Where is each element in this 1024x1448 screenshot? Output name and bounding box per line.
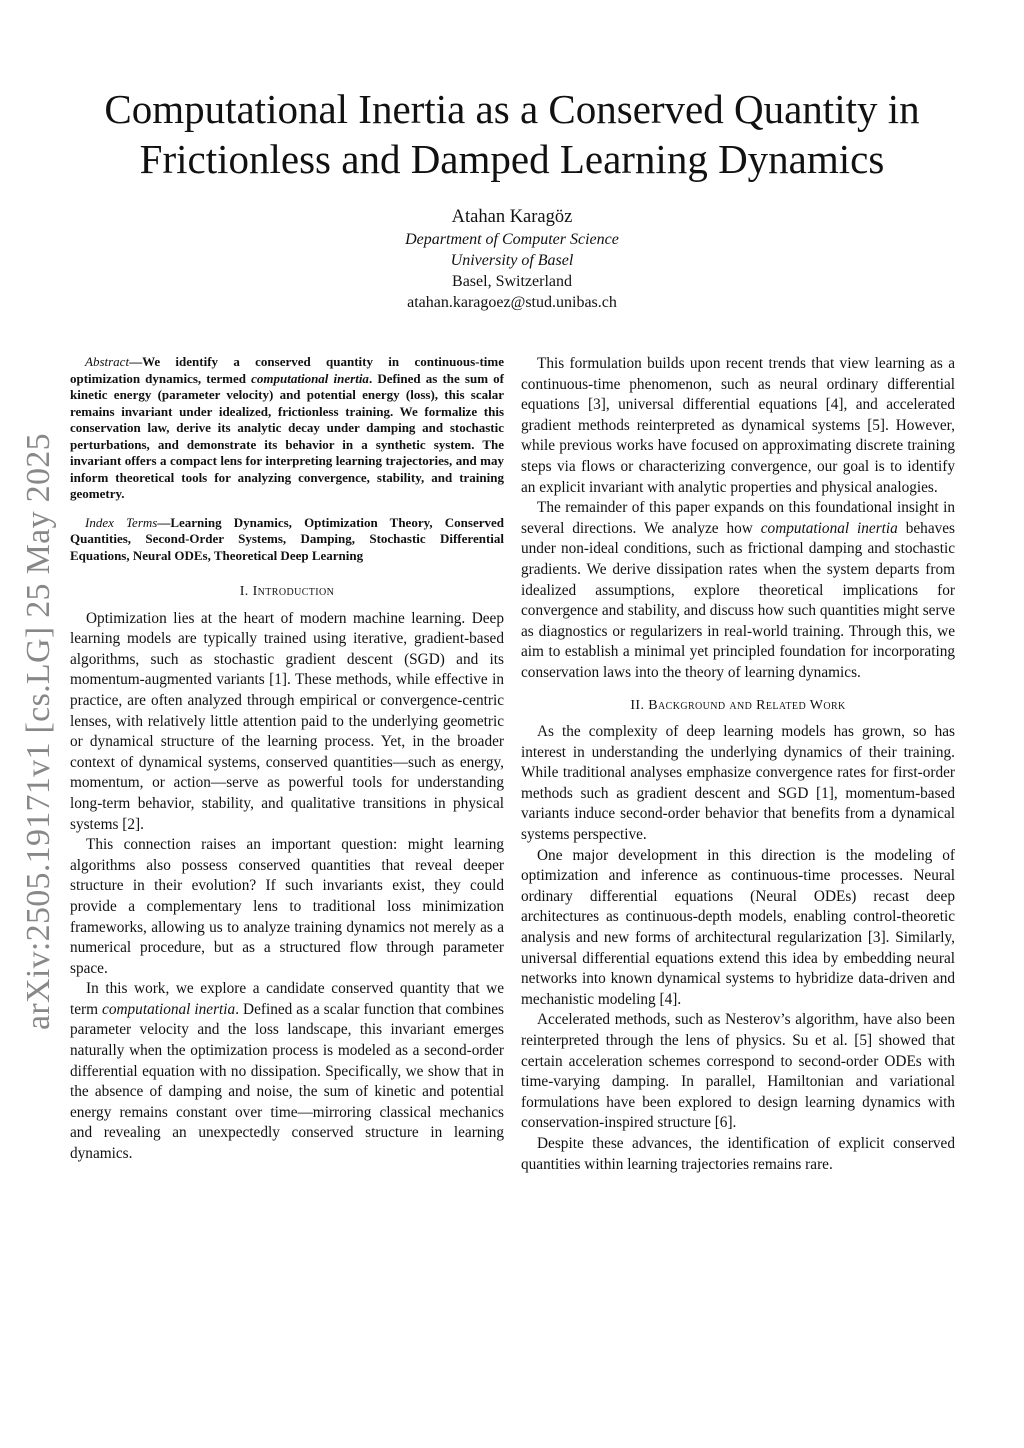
- title-line-1: Computational Inertia as a Conserved Quantity in: [104, 86, 920, 132]
- right-column: [521, 354, 955, 1175]
- section-1-numeral: I.: [239, 584, 249, 599]
- section-1-paragraph-4: This formulation builds upon recent trends that view learning as a continuous-time phenomenon, such as neural ordinary differential equations [3], universal differential equations [4], and accelerated gradient methods reinterpreted as dynamical systems [5]. However, while previous works have focused on approximating discrete training steps via flows or characterizing convergence, our goal is to identify an explicit invariant with analytic properties and physical analogies.: [521, 355, 955, 496]
- abstract-text-post: . Defined as the sum of kinetic energy (parameter velocity) and potential energy (loss), this scalar remains invariant under idealized, frictionless training. We formalize this conservation law, derive its analytic decay under damping and stochastic perturbations, and demonstrate its behavior in a synthetic system. The invariant offers a compact lens for interpreting learning trajectories, and may inform theoretical tools for analyzing convergence, stability, and training geometry.: [70, 370, 504, 501]
- abstract-label: Abstract: [85, 354, 130, 369]
- section-1-title: Introduction: [252, 584, 335, 599]
- abstract: [70, 354, 504, 503]
- arxiv-stamp: arXiv:2505.19171v1 [cs.LG] 25 May 2025: [20, 433, 57, 1030]
- section-1-p3-post: . Defined as a scalar function that combines parameter velocity and the loss landscape, this invariant emerges naturally when the optimization process is modeled as a second-order differential equation with no dissipation. Specifically, we show that in the absence of damping and noise, the sum of kinetic and potential energy remains constant over time—mirroring classical mechanics and revealing an unexpectedly conserved structure in learning dynamics.: [70, 1000, 504, 1163]
- section-1-paragraph-2: This connection raises an important question: might learning algorithms also possess conserved quantities that reveal deeper structure in their evolution? If such invariants exist, they could provide a complementary lens to traditional loss minimization frameworks, allowing us to analyze training dynamics not merely as a numerical procedure, but as a structured flow through parameter space.: [70, 836, 504, 977]
- abstract-text-em: computational inertia: [251, 370, 369, 386]
- title-line-2: Frictionless and Damped Learning Dynamics: [139, 136, 885, 182]
- author-email: atahan.karagoez@stud.unibas.ch: [407, 294, 617, 311]
- index-terms-dash: —: [157, 514, 171, 530]
- index-terms: [70, 515, 504, 565]
- section-2-heading: [521, 696, 955, 717]
- paper-title: [60, 84, 964, 184]
- author-department: Department of Computer Science: [405, 231, 619, 248]
- section-2-paragraph-4: Despite these advances, the identification of explicit conserved quantities within learning trajectories remains rare.: [521, 1134, 955, 1173]
- section-1-paragraph-5: [521, 498, 955, 683]
- section-1-p5-post: behaves under non-ideal conditions, such as frictional damping and stochastic gradients. We derive dissipation rates when the system departs from idealized assumptions, explore theoretical implications for convergence and stability, and discuss how such quantities might serve as diagnostics or regularizers in real-world training. Through this, we aim to establish a minimal yet principled foundation for incorporating conservation laws into the theory of learning dynamics.: [521, 519, 955, 681]
- section-2-paragraph-2: One major development in this direction is the modeling of optimization and inference as continuous-time processes. Neural ordinary differential equations (Neural ODEs) recast deep architectures as continuous-depth models, enabling control-theoretic analysis and new forms of architectural regularization [3]. Similarly, universal differential equations extend this idea by embedding neural networks into known dynamical systems to hybridize data-driven and mechanistic modeling [4].: [521, 846, 955, 1008]
- author-university: University of Basel: [450, 252, 574, 269]
- section-1-paragraph-3: [70, 979, 504, 1164]
- section-2-title: Background and Related Work: [648, 697, 846, 713]
- author-name: Atahan Karagöz: [451, 207, 573, 227]
- abstract-dash: —: [129, 354, 143, 369]
- section-1-p5-pre: The remainder of this paper expands on this foundational insight in several directions. We analyze how: [521, 499, 955, 537]
- section-2-paragraph-3: Accelerated methods, such as Nesterov’s algorithm, have also been reinterpreted through the lens of physics. Su et al. [5] showed that certain acceleration schemes correspond to second-order ODEs with time-varying damping. In parallel, Hamiltonian and variational formulations have been explored to design learning dynamics with conservation-inspired structure [6].: [521, 1011, 955, 1132]
- section-2-paragraph-1: As the complexity of deep learning models has grown, so has interest in understanding the underlying dynamics of their training. While traditional analyses emphasize convergence rates for first-order methods such as gradient descent and SGD [1], momentum-based variants induce second-order behavior that benefits from a dynamical systems perspective.: [521, 723, 955, 844]
- section-1-p3-em: computational inertia: [102, 1000, 236, 1018]
- left-column: [70, 354, 504, 1165]
- section-1-paragraph-1: Optimization lies at the heart of modern machine learning. Deep learning models are typically trained using iterative, gradient-based algorithms, such as stochastic gradient descent (SGD) and its momentum-augmented variants [1]. These methods, while effective in practice, are often analyzed through empirical or convergence-centric lenses, with relatively little attention paid to the underlying geometric or dynamical structure of the learning process. Yet, in the broader context of dynamical systems, conserved quantities—such as energy, momentum, or action—serve as powerful tools for understanding long-term behavior, stability, and qualitative transitions in physical systems [2].: [70, 609, 504, 833]
- index-terms-label: Index Terms: [85, 514, 158, 530]
- section-1-p5-em: computational inertia: [760, 519, 898, 537]
- index-terms-text: Learning Dynamics, Optimization Theory, Conserved Quantities, Second-Order Systems, Damping, Stochastic Differential Equations, Neural ODEs, Theoretical Deep Learning: [70, 514, 504, 563]
- author-location: Basel, Switzerland: [452, 273, 572, 290]
- section-2-numeral: II.: [630, 697, 645, 713]
- author-block: [262, 205, 762, 313]
- section-1-p3-pre: In this work, we explore a candidate conserved quantity that we term: [70, 980, 504, 1018]
- section-1-heading: [70, 582, 504, 603]
- abstract-text-pre: We identify a conserved quantity in continuous-time optimization dynamics, termed: [70, 354, 504, 386]
